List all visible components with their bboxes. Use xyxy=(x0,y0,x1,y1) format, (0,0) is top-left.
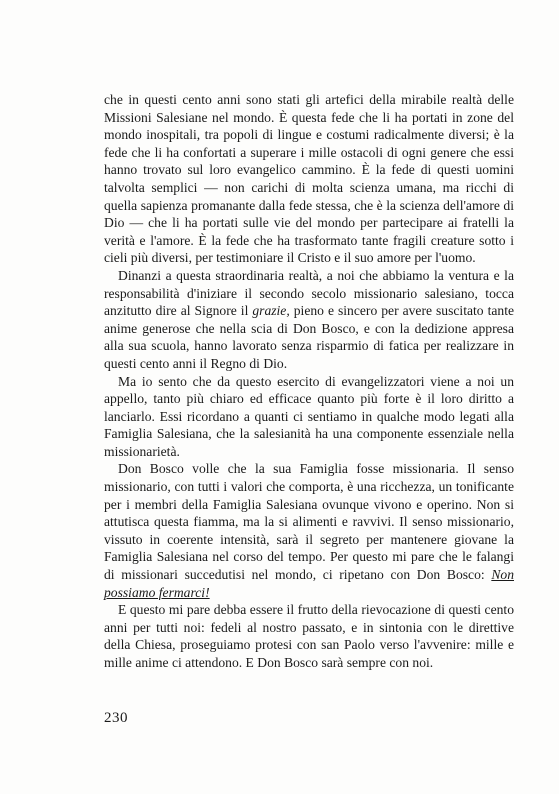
paragraph-4-text: Don Bosco volle che la sua Famiglia fosse missionaria. Il senso missionario, con tutti i valori che comporta, è una ricchezza, un tonificante per i membri della Famiglia Salesiana ovunque vivono e operino. Non si attutisca questa fiamma, ma la si alimenti e ravvivi. Il senso missionario, vissuto in coerente intensità, sarà il segreto per mantenere giovane la Famiglia Salesiana nel corso del tempo. Per questo mi pare che le falangi di missionari succedutisi nel mondo, ci ripetano con Don Bosco: xyxy=(104,461,514,583)
paragraph-4 xyxy=(104,460,514,601)
paragraph-3: Ma io sento che da questo esercito di evangelizzatori viene a noi un appello, tanto più chiaro ed efficace quanto più forte è il loro diritto a lanciarlo. Essi ricordano a quanti ci sentiamo in qualche modo legati alla Famiglia Salesiana, che la salesianità ha una componente essenziale nella missionarietà. xyxy=(104,373,514,459)
paragraph-2-text-end: pieno e sincero per avere suscitato tante anime generose che nella scia di Don Bosco, e con la dedizione appresa alla sua scuola, hanno lavorato senza risparmio di fatica per realizzare in questi cento anni il Regno di Dio. xyxy=(104,303,515,371)
paragraph-2-text-start: Dinanzi a questa straordinaria realtà, a noi che abbiamo la ventura e la responsabilità d'iniziare il secondo secolo missionario salesiano, tocca anzitutto dire al Signore il xyxy=(104,267,514,319)
paragraph-2-italic: grazie, xyxy=(252,303,290,319)
paragraph-4-italic-quote: Non possiamo fermarci! xyxy=(104,567,514,600)
paragraph-2 xyxy=(104,267,514,373)
page-number: 230 xyxy=(104,710,128,726)
body-text xyxy=(104,91,514,672)
paragraph-1: che in questi cento anni sono stati gli artefici della mirabile realtà delle Missioni Salesiane nel mondo. È questa fede che li ha portati in zone del mondo inospitali, tra popoli di lingue e costumi radicalmente diversi; è la fede che li ha confortati a superare i mille ostacoli di ogni genere che essi hanno trovato sul loro evangelico cammino. È la fede di questi uomini talvolta semplici — non carichi di molta scienza umana, ma ricchi di quella sapienza promanante dalla fede stessa, che è la scienza dell'amore di Dio — che li ha portati sulle vie del mondo per partecipare ai fratelli la verità e l'amore. È la fede che ha trasformato tante fragili creature sotto i cieli più diversi, per testimoniare il Cristo e il suo amore per l'uomo. xyxy=(104,92,514,266)
paragraph-5: E questo mi pare debba essere il frutto della rievocazione di questi cento anni per tutti noi: fedeli al nostro passato, e in sintonia con le direttive della Chiesa, proseguiamo protesi con san Paolo verso l'avvenire: mille e mille anime ci attendono. E Don Bosco sarà sempre con noi. xyxy=(104,602,514,670)
